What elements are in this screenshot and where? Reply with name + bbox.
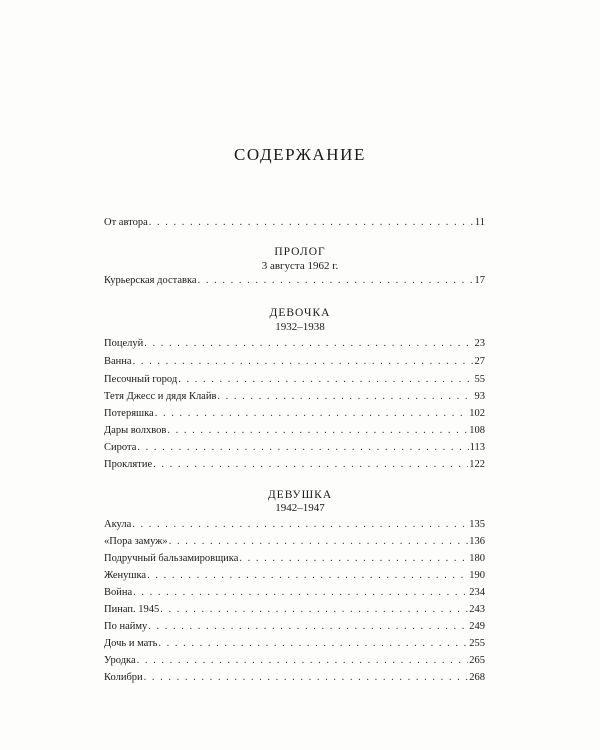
toc-entry: [104, 585, 485, 600]
toc-entry-page: 27: [474, 356, 485, 367]
leader-dots: [132, 517, 468, 532]
leader-dots: [158, 636, 468, 651]
toc-entry: [104, 534, 485, 549]
leader-dots: [153, 457, 468, 472]
section-heading-devushka: ДЕВУШКА: [267, 489, 333, 501]
toc-entry-title: Тетя Джесс и дядя Клайв: [104, 391, 217, 402]
toc-entry-title: Уродка: [104, 655, 136, 666]
toc-entry-page: 265: [469, 655, 485, 666]
toc-entry: [104, 568, 485, 583]
toc-entry-title: Подручный бальзамировщика: [104, 553, 239, 564]
toc-entry: [104, 551, 485, 566]
toc-entry-page: 113: [469, 442, 485, 453]
leader-dots: [137, 440, 468, 455]
toc-entry-title: Поцелуй: [104, 338, 144, 349]
leader-dots: [167, 423, 468, 438]
toc-entry-title: Война: [104, 587, 133, 598]
toc-entry-page: 93: [474, 391, 485, 402]
toc-entry: [104, 423, 485, 438]
toc-entry-page: 108: [469, 425, 485, 436]
toc-entry: [104, 440, 485, 455]
toc-entry-page: 190: [469, 570, 485, 581]
leader-dots: [148, 619, 468, 634]
toc-entry: [104, 354, 485, 369]
toc-entry: [104, 636, 485, 651]
toc-entry-title: Колибри: [104, 672, 143, 683]
toc-entry-title: Песочный город: [104, 374, 178, 385]
toc-entry-title: Сирота: [104, 442, 137, 453]
toc-entry: [104, 457, 485, 472]
toc-entry-page: 17: [474, 275, 485, 286]
toc-entry-title: Пинап. 1945: [104, 604, 160, 615]
section-heading-prologue: ПРОЛОГ: [274, 246, 326, 258]
toc-entry: [104, 653, 485, 668]
toc-entry-page: 249: [469, 621, 485, 632]
section-subheading-devochka: 1932–1938: [275, 321, 325, 333]
toc-entry-title: Курьерская доставка: [104, 275, 197, 286]
leader-dots: [137, 653, 469, 668]
section-subheading-prologue: 3 августа 1962 г.: [261, 260, 339, 272]
toc-entry-title: Ванна: [104, 356, 132, 367]
leader-dots: [160, 602, 468, 617]
leader-dots: [133, 354, 474, 369]
toc-entry: [104, 670, 485, 685]
toc-entry-intro: [104, 215, 485, 230]
toc-entry-title: Дары волхвов: [104, 425, 167, 436]
leader-dots: [147, 568, 468, 583]
toc-entry-page: 243: [469, 604, 485, 615]
toc-entry-page: 255: [469, 638, 485, 649]
toc-entry-page: 23: [474, 338, 485, 349]
toc-entry-page: 135: [469, 519, 485, 530]
toc-entry: [104, 372, 485, 387]
leader-dots: [217, 389, 473, 404]
leader-dots: [144, 670, 469, 685]
toc-entry: [104, 273, 485, 288]
toc-entry-page: 234: [469, 587, 485, 598]
leader-dots: [178, 372, 473, 387]
toc-entry-title: Потеряшка: [104, 408, 154, 419]
toc-entry: [104, 619, 485, 634]
toc-entry: [104, 406, 485, 421]
toc-entry-title: От автора: [104, 217, 148, 228]
leader-dots: [198, 273, 474, 288]
toc-entry-title: «Пора замуж»: [104, 536, 168, 547]
toc-entry-page: 11: [474, 217, 485, 228]
toc-entry-page: 136: [469, 536, 485, 547]
leader-dots: [169, 534, 469, 549]
toc-entry-page: 180: [469, 553, 485, 564]
page-title: СОДЕРЖАНИЕ: [233, 145, 367, 164]
toc-entry-title: По найму: [104, 621, 148, 632]
toc-entry: [104, 602, 485, 617]
section-heading-devochka: ДЕВОЧКА: [269, 307, 331, 319]
toc-entry-title: Акула: [104, 519, 132, 530]
leader-dots: [133, 585, 468, 600]
toc-entry: [104, 389, 485, 404]
leader-dots: [144, 336, 473, 351]
leader-dots: [239, 551, 468, 566]
toc-entry-title: Дочь и мать: [104, 638, 158, 649]
toc-entry: [104, 517, 485, 532]
toc-entry-page: 122: [469, 459, 485, 470]
toc-entry-title: Женушка: [104, 570, 147, 581]
toc-entry: [104, 336, 485, 351]
leader-dots: [155, 406, 469, 421]
toc-entry-page: 102: [469, 408, 485, 419]
toc-entry-page: 268: [469, 672, 485, 683]
toc-entry-title: Проклятие: [104, 459, 153, 470]
section-subheading-devushka: 1942–1947: [275, 502, 325, 514]
leader-dots: [149, 215, 474, 230]
toc-entry-page: 55: [474, 374, 485, 385]
